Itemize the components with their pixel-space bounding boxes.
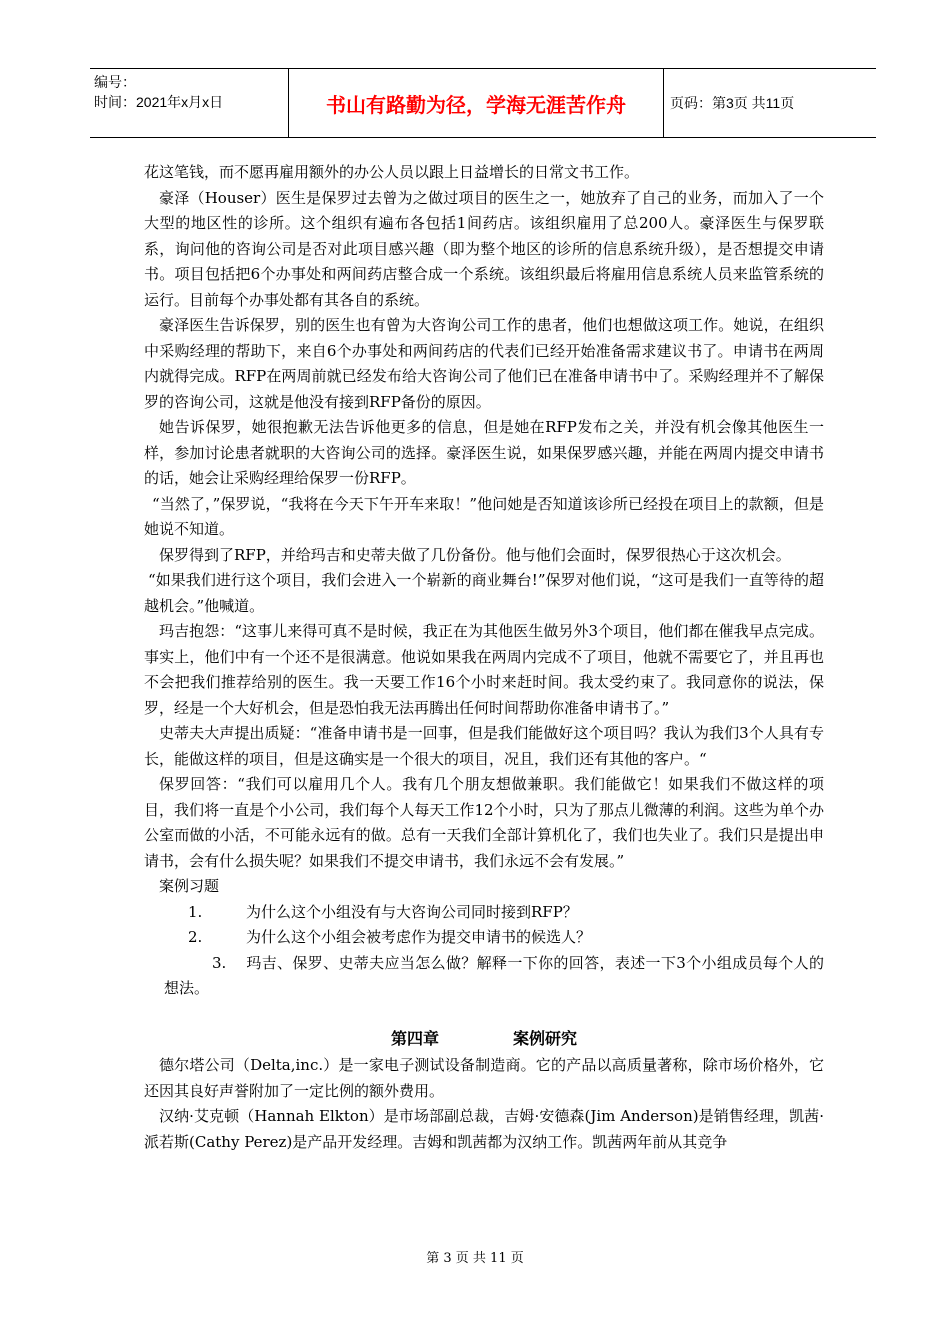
chapter-heading <box>144 1026 824 1052</box>
paragraph: 史蒂夫大声提出质疑：“准备申请书是一回事，但是我们能做好这个项目吗？我认为我们3个人具有专长，能做这样的项目，但是这确实是一个很大的项目，况且，我们还有其他的客户。“ <box>144 724 824 768</box>
exercise-heading: 案例习题 <box>159 877 220 895</box>
header-page-label: 页码：第3页 共11页 <box>670 95 795 111</box>
question-text: 为什么这个小组会被考虑作为提交申请书的候选人？ <box>246 928 592 946</box>
page-header <box>90 68 876 138</box>
paragraph: 汉纳·艾克顿（Hannah Elkton）是市场部副总裁，吉姆·安德森(Jim Anderson)是销售经理，凯茜·派若斯(Cathy Perez)是产品开发经理。吉姆和凯茜都为汉纳工作。凯茜两年前从其竞争 <box>144 1107 824 1151</box>
question-number: 3. <box>212 953 227 972</box>
paragraph: “当然了，”保罗说，“我将在今天下午开车来取！”他问她是否知道该诊所已经投在项目上的款额，但是她说不知道。 <box>144 494 824 538</box>
paragraph: 德尔塔公司（Delta,inc.）是一家电子测试设备制造商。它的产品以高质量著称，除市场价格外，它还因其良好声誉附加了一定比例的额外费用。 <box>144 1056 824 1100</box>
question-number: 2. <box>188 928 203 946</box>
paragraph: 豪泽（Houser）医生是保罗过去曾为之做过项目的医生之一，她放弃了自己的业务，而加入了一个大型的地区性的诊所。这个组织有遍布各包括1间药店。该组织雇用了总200人。豪泽医生与保罗联系，询问他的咨询公司是否对此项目感兴趣（即为整个地区的诊所的信息系统升级），是否想提交申请书。项目包括把6个办事处和两间药店整合成一个系统。该组织最后将雇用信息系统人员来监管系统的运行。目前每个办事处都有其各自的系统。 <box>144 188 824 309</box>
question-text: 为什么这个小组没有与大咨询公司同时接到RFP？ <box>246 902 578 921</box>
paragraph: 花这笔钱，而不愿再雇用额外的办公人员以跟上日益增长的日常文书工作。 <box>144 163 640 181</box>
chapter-number: 第四章 <box>390 1028 439 1048</box>
header-motto: 书山有路勤为径，学海无涯苦作舟 <box>288 69 664 137</box>
question-item <box>144 900 824 926</box>
header-left-cell <box>94 72 286 112</box>
question-item <box>144 951 824 1002</box>
paragraph: “如果我们进行这个项目，我们会进入一个崭新的商业舞台!”保罗对他们说，“这可是我们一直等待的超越机会。”他喊道。 <box>144 571 824 615</box>
paragraph: 玛吉抱怨：“这事儿来得可真不是时候，我正在为其他医生做另外3个项目，他们都在催我早点完成。事实上，他们中有一个还不是很满意。他说如果我在两周内完成不了项目，他就不需要它了，并且再也不会把我们推荐给别的医生。我一天要工作16个小时来赶时间。我太受约束了。我同意你的说法，保罗，经是一个大好机会，但是恐怕我无法再腾出任何时间帮助你准备申请书了。” <box>144 622 824 717</box>
question-item <box>144 925 824 951</box>
paragraph: 保罗回答：“我们可以雇用几个人。我有几个朋友想做兼职。我们能做它！如果我们不做这样的项目，我们将一直是个小公司，我们每个人每天工作12个小时，只为了那点儿微薄的利润。这些为单个办公室而做的小活，不可能永远有的做。总有一天我们全部计算机化了，我们也失业了。我们只是提出申请书，会有什么损失呢？如果我们不提交申请书，我们永远不会有发展。” <box>144 775 824 870</box>
question-text: 玛吉、保罗、史蒂夫应当怎么做？解释一下你的回答，表述一下3个小组成员每个人的想法。 <box>164 953 824 997</box>
paragraph: 豪泽医生告诉保罗，别的医生也有曾为大咨询公司工作的患者，他们也想做这项工作。她说，在组织中采购经理的帮助下，来自6个办事处和两间药店的代表们已经开始准备需求建议书了。申请书在两周内就得完成。RFP在两周前就已经发布给大咨询公司了他们已在准备申请书中了。采购经理并不了解保罗的咨询公司，这就是他没有接到RFP备份的原因。 <box>144 316 824 411</box>
paragraph: 保罗得到了RFP，并给玛吉和史蒂夫做了几份备份。他与他们会面时，保罗很热心于这次机会。 <box>159 545 791 564</box>
question-number: 1. <box>188 902 203 921</box>
paragraph: 她告诉保罗，她很抱歉无法告诉他更多的信息，但是她在RFP发布之关，并没有机会像其他医生一样，参加讨论患者就职的大咨询公司的选择。豪泽医生说，如果保罗感兴趣，并能在两周内提交申请书的话，她会让采购经理给保罗一份RFP。 <box>144 418 824 487</box>
document-body <box>144 160 824 1155</box>
header-number-label: 编号： <box>94 74 136 90</box>
header-date-label: 时间：2021年x月x日 <box>94 94 224 110</box>
chapter-title: 案例研究 <box>513 1028 578 1048</box>
page-footer: 第 3 页 共 11 页 <box>426 1251 524 1266</box>
